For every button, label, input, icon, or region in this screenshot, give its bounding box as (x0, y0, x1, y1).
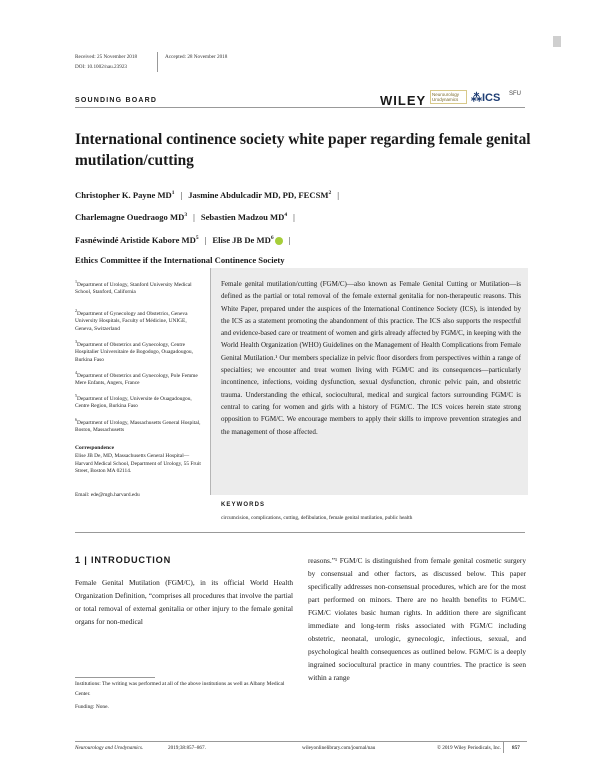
author-list (75, 183, 535, 271)
affiliation-text: Department of Urology, Stanford University Medical School, Stanford, California (75, 281, 192, 296)
introduction-right-column: reasons.”¹ FGM/C is distinguished from female genital cosmetic surgery by consensual and other factors, as discussed below. This paper specifically addresses non-consensual procedures, which are for the most part performed on minors. There are no health benefits to FGM/C. FGM/C violates basic human rights. In addition there are significant immediate and long-term risks associated with FGM/C including obstetric, neonatal, urologic, gynecologic, infectious, sexual, and psychological health consequences as outlined below. FGM/C is a deeply ingrained sociocultural practice in many countries. The practice is seen within a range (308, 556, 526, 682)
author-line-1 (75, 183, 535, 205)
affiliation-5 (75, 392, 203, 411)
sfu-logo: SFU (509, 91, 521, 97)
header-rule (75, 107, 525, 108)
footer-citation: 2019;38:857–867. (168, 745, 206, 751)
footer-copyright: © 2019 Wiley Periodicals, Inc. (437, 745, 502, 751)
affiliation-number: 4 (75, 370, 77, 375)
correspondence-heading: Correspondence (75, 445, 115, 451)
author-affiliation-ref: 1 (171, 190, 175, 196)
page-number: 857 (512, 745, 520, 751)
affiliation-text: Department of Urology, Massachusetts General Hospital, Boston, Massachusetts (75, 419, 201, 434)
author-line-3 (75, 228, 535, 250)
affiliation-number: 2 (75, 308, 77, 313)
affiliation-text: Department of Obstetrics and Gynecology, Centre Hospitalier Universitaire de Bogodogo, Ouagadougou, Burkina Faso (75, 341, 193, 363)
keywords-heading: KEYWORDS (221, 502, 266, 508)
accepted-date: Accepted: 28 November 2018 (165, 54, 228, 60)
affiliation-text: Department of Gynecology and Obstetrics, Geneva University Hospitals, Faculty of Médicine, UNIGE, Geneva, Switzerland (75, 310, 188, 332)
author-line-2 (75, 205, 535, 227)
footer-journal: Neurourology and Urodynamics. (75, 745, 144, 751)
author-affiliation-ref: 6 (270, 234, 274, 241)
introduction-heading: 1 | INTRODUCTION (75, 555, 172, 565)
affiliation-6 (75, 416, 203, 435)
author-name[interactable]: Elise JB De MD (212, 234, 271, 245)
author-affiliation-ref: 2 (328, 190, 332, 196)
author-separator: | (288, 234, 291, 245)
affiliation-text: Department of Urology, Universite de Ouagadougou, Centre Region, Burkina Faso (75, 395, 192, 410)
ics-logo: ⁂ICS (471, 92, 501, 104)
correspondence-text: Elise JB De, MD, Massachusetts General Hospital—Harvard Medical School, Department of Urology, 55 Fruit Street, Boston MA 02114. (75, 453, 201, 475)
author-separator: | (293, 212, 295, 223)
footer-url[interactable]: wileyonlinelibrary.com/journal/nau (302, 745, 376, 751)
author-separator: | (337, 189, 339, 200)
footnote-funding: Funding: None. (75, 704, 109, 710)
author-separator: | (180, 189, 183, 200)
introduction-left-column: Female Genital Mutilation (FGM/C), in its official World Health Organization Definition, “comprises all procedures that involve the partial or total removal of external genitalia or other injury to the female genital organs for non-medical (75, 578, 293, 626)
doi-link[interactable]: DOI: 10.1002/nau.23923 (75, 64, 128, 70)
author-affiliation-ref: 3 (184, 212, 188, 219)
affiliation-number: 6 (75, 417, 77, 422)
ics-logo-text: ICS (482, 92, 501, 104)
author-separator: | (204, 234, 207, 245)
author-name[interactable]: Jasmine Abdulcadir MD, PD, FECSM (188, 189, 329, 200)
section-label: SOUNDING BOARD (75, 97, 158, 104)
footer-divider (503, 741, 504, 753)
author-affiliation-ref: 5 (195, 234, 199, 241)
affiliation-text: Department of Obstetrics and Gynecology, Pole Femme Mere Enfants, Angers, France (75, 372, 198, 387)
correspondence-email[interactable]: Email: ede@mgh.harvard.edu (75, 492, 140, 498)
affiliation-number: 3 (75, 339, 77, 344)
affiliation-1 (75, 278, 203, 297)
date-divider (157, 52, 158, 72)
affiliation-2 (75, 307, 203, 334)
author-name[interactable]: Fasnéwindé Aristide Kabore MD (75, 234, 196, 245)
author-name[interactable]: Sebastien Madzou MD (200, 212, 285, 223)
abstract-rule (75, 532, 525, 533)
abstract-text: Female genital mutilation/cutting (FGM/C)—also known as Female Genital Cutting or Mutilation—is defined as the partial or total removal of the female external genitalia for non-therapeutic reasons. This White Paper, prepared under the auspices of the International Continence Society (ICS), is intended by the ICS as a statement promoting the abandonment of this practice. The ICS also supports the respectful and evidence-based care or treatment of women and girls already affected by FGM/C, in keeping with the World Health Organization (WHO) Guidelines on the Management of Health Complications from Female Genital Mutilation.¹ Our members specialize in pelvic floor disorders from perspectives within a range of specialties; we encounter and treat women living with FGM/C and its consequences—particularly incontinence, infections, voiding dysfunction, sexual dysfunction, chronic pelvic pain, and obstetric trauma. Understanding the ethical, sociocultural, medical and surgical factors surrounding FGM/C is central to caring for women and girls with a history of FGM/C. The ICS voices herein state strong opposition to FGM/C. We encourage members to apply their skills to improve prevention strategies and the management of those affected. (221, 280, 521, 436)
footnote-rule (75, 677, 155, 678)
orcid-icon[interactable] (275, 237, 283, 245)
author-line-4[interactable]: Ethics Committee if the International Continence Society (75, 255, 285, 266)
footnote-institutions: Institutions: The writing was performed at all of the above institutions as well as Albany Medical Center. (75, 681, 285, 697)
keywords-list: circumcision, complications, cutting, defibulation, female genital mutilation, public health (221, 515, 413, 521)
author-name[interactable]: Charlemagne Ouedraogo MD (75, 212, 185, 223)
affiliation-number: 5 (75, 393, 77, 398)
affiliation-3 (75, 338, 203, 365)
footer-rule (75, 741, 527, 742)
received-date: Received: 25 November 2018 (75, 54, 138, 60)
article-title: International continence society white paper regarding female genital mutilation/cutting (75, 131, 531, 169)
page-corner-marker (553, 36, 561, 47)
author-separator: | (193, 212, 195, 223)
author-affiliation-ref: 4 (284, 212, 288, 219)
affiliation-number: 1 (75, 279, 77, 284)
journal-logo: Neurourology Urodynamics (430, 90, 467, 104)
affiliation-4 (75, 369, 203, 388)
author-name[interactable]: Christopher K. Payne MD (75, 189, 172, 200)
wiley-logo: WILEY (380, 93, 427, 108)
